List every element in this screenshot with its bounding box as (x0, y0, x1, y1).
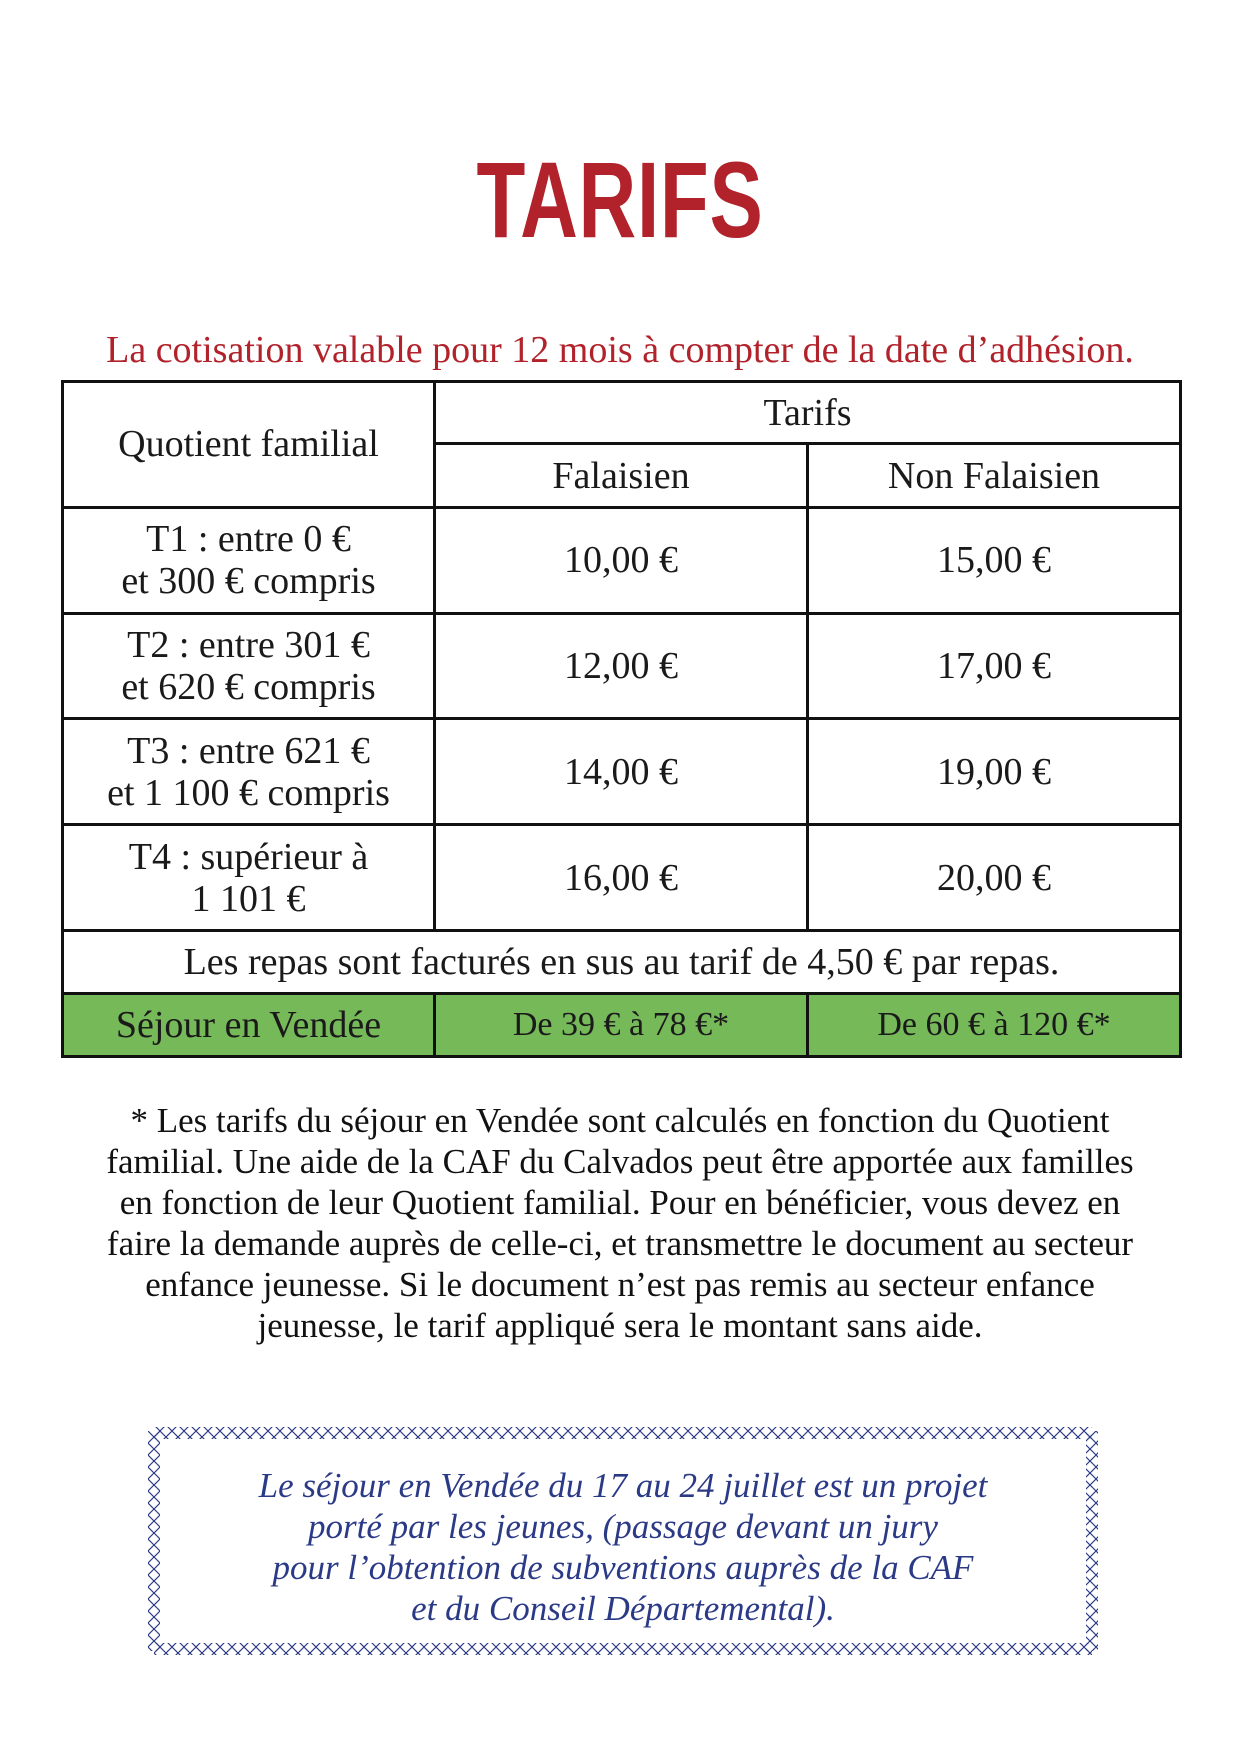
price-t1-non-falaisien: 15,00 € (808, 507, 1181, 613)
price-t1-falaisien: 10,00 € (435, 507, 808, 613)
footnote-line: faire la demande auprès de celle-ci, et transmettre le document au secteur (106, 1224, 1134, 1263)
header-falaisien: Falaisien (435, 444, 808, 507)
quotient-t3-line2: et 1 100 € compris (107, 771, 390, 814)
footnote-line: en fonction de leur Quotient familial. Pour en bénéficier, vous devez en (119, 1183, 1121, 1222)
quotient-t1-line2: et 300 € compris (121, 560, 376, 603)
footnote (60, 1100, 1180, 1346)
repas-note: Les repas sont facturés en sus au tarif de 4,50 € par repas. (63, 931, 1181, 993)
price-t4-non-falaisien: 20,00 € (808, 825, 1181, 931)
table-row (63, 613, 1181, 719)
project-line: et du Conseil Départemental). (411, 1589, 835, 1628)
header-quotient: Quotient familial (63, 382, 435, 508)
project-line: porté par les jeunes, (passage devant un jury (308, 1507, 938, 1546)
footnote-line: jeunesse, le tarif appliqué sera le montant sans aide. (257, 1306, 983, 1345)
sejour-row (63, 993, 1181, 1057)
quotient-t2-line2: et 620 € compris (121, 666, 376, 709)
footnote-line: familial. Une aide de la CAF du Calvados peut être apportée aux familles (106, 1142, 1134, 1181)
sejour-price-non-falaisien: De 60 € à 120 €* (808, 993, 1181, 1057)
table-row (63, 825, 1181, 931)
header-tarifs: Tarifs (435, 382, 1181, 444)
price-t2-non-falaisien: 17,00 € (808, 613, 1181, 719)
quotient-t3 (63, 719, 435, 825)
table-row (63, 719, 1181, 825)
page-title: TARIFS (476, 139, 764, 260)
footnote-line: enfance jeunesse. Si le document n’est pas remis au secteur enfance (145, 1265, 1095, 1304)
header-non-falaisien: Non Falaisien (808, 444, 1181, 507)
sejour-price-falaisien: De 39 € à 78 €* (435, 993, 808, 1057)
quotient-t4 (63, 825, 435, 931)
quotient-t3-line1: T3 : entre 621 € (127, 729, 370, 772)
quotient-t2 (63, 613, 435, 719)
project-text (148, 1465, 1098, 1629)
membership-intro: La cotisation valable pour 12 mois à compter de la date d’adhésion. (106, 329, 1134, 371)
price-t3-non-falaisien: 19,00 € (808, 719, 1181, 825)
project-box (148, 1425, 1098, 1657)
quotient-t4-line1: T4 : supérieur à (128, 835, 369, 878)
price-t2-falaisien: 12,00 € (435, 613, 808, 719)
table-row (63, 507, 1181, 613)
quotient-t4-line2: 1 101 € (191, 877, 306, 920)
sejour-label: Séjour en Vendée (63, 993, 435, 1057)
quotient-t1-line1: T1 : entre 0 € (146, 518, 351, 561)
quotient-t2-line1: T2 : entre 301 € (127, 624, 370, 667)
tarif-table (61, 380, 1182, 1058)
quotient-t1 (63, 507, 435, 613)
project-line: Le séjour en Vendée du 17 au 24 juillet est un projet (258, 1466, 988, 1505)
price-t4-falaisien: 16,00 € (435, 825, 808, 931)
price-t3-falaisien: 14,00 € (435, 719, 808, 825)
project-line: pour l’obtention de subventions auprès de la CAF (272, 1548, 974, 1587)
footnote-line: * Les tarifs du séjour en Vendée sont calculés en fonction du Quotient (130, 1101, 1110, 1140)
